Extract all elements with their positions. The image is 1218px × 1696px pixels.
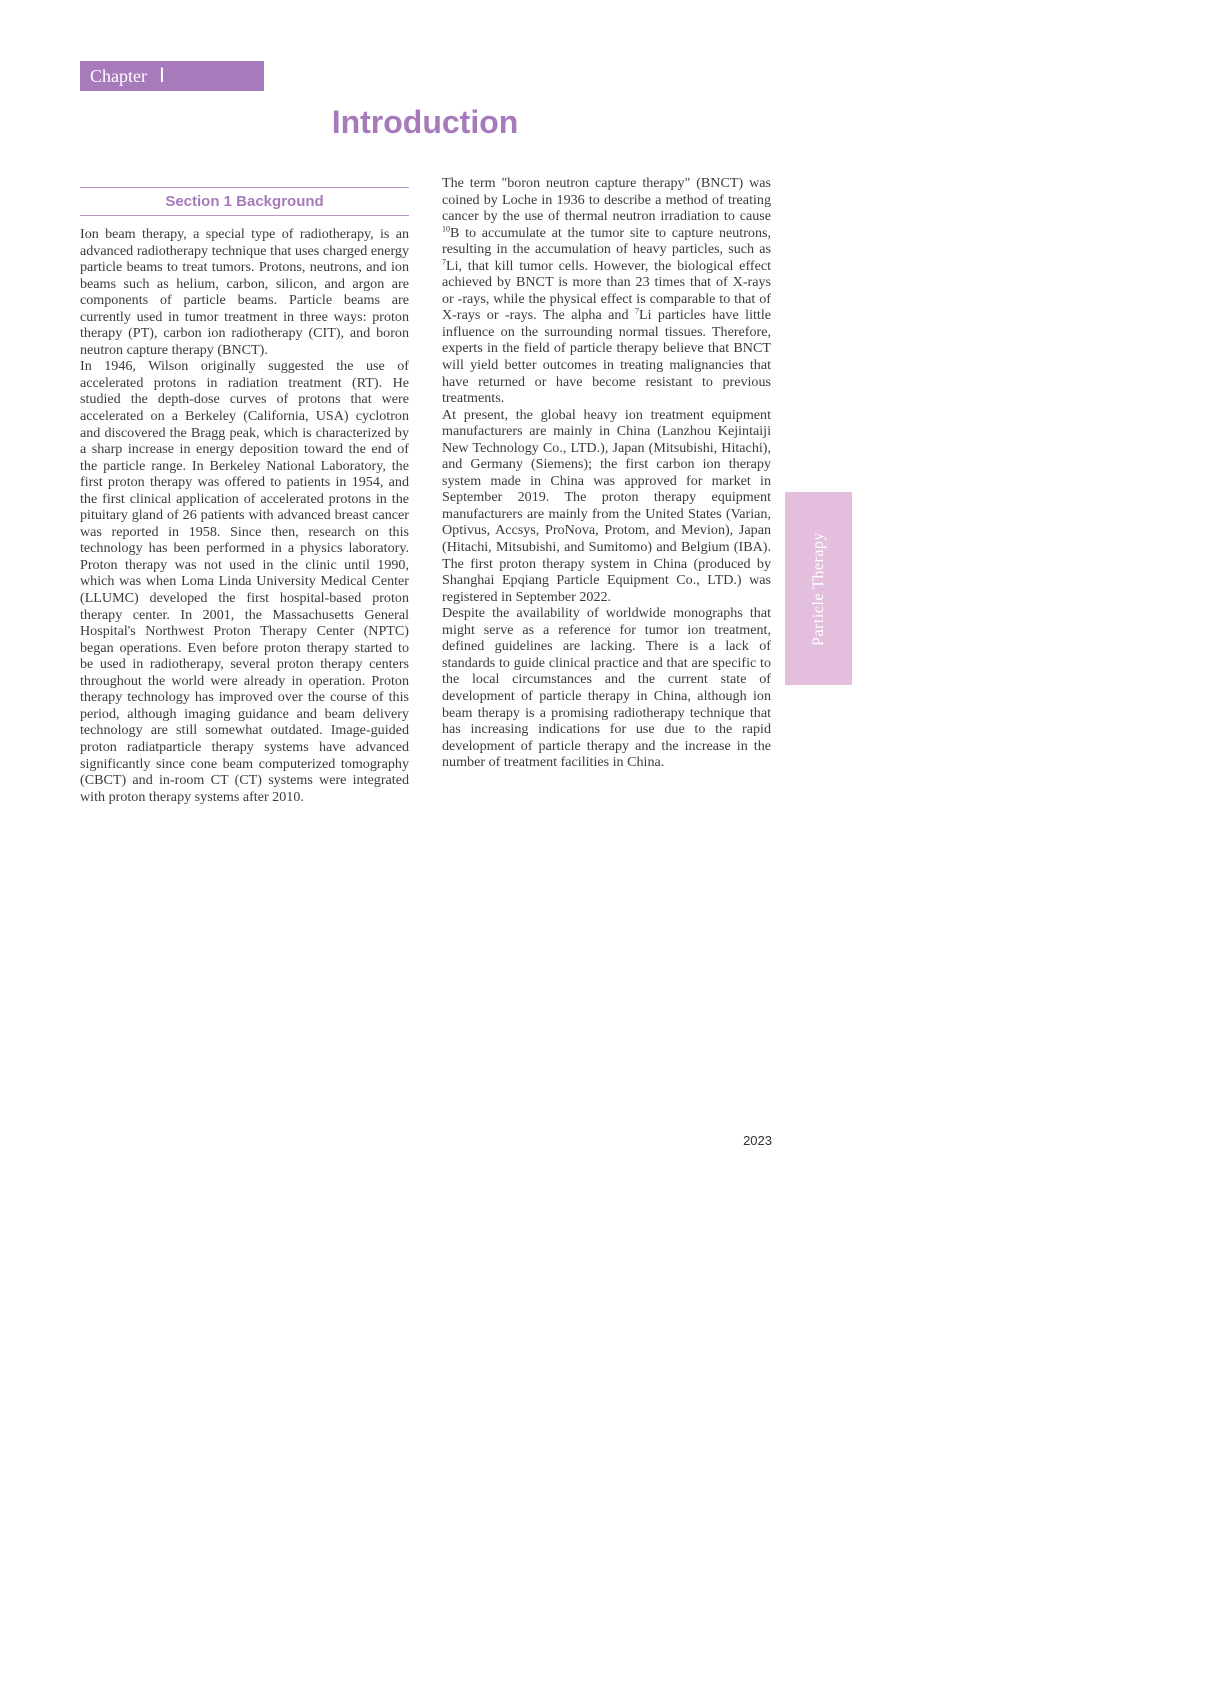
paragraph-manufacturers: At present, the global heavy ion treatment equipment manufacturers are mainly in China (Lanzhou Kejintaiji New Technology Co., LTD.), Japan (Mitsubishi, Hitachi), and Germany (Siemens); the first carbon ion therapy system made in China was approved for market in September 2019. The proton therapy equipment manufacturers are mainly from the United States (Varian, Optivus, Accsys, ProNova, Protom, and Mevion), Japan (Hitachi, Mitsubishi, and Sumitomo) and Belgium (IBA). The first proton therapy system in China (produced by Shanghai Epqiang Particle Equipment Co., LTD.) was registered in September 2022. [442, 406, 771, 605]
bnct-superscript-1: 10 [442, 223, 450, 233]
paragraph-guidelines: Despite the availability of worldwide monographs that might serve as a reference for tumor ion treatment, defined guidelines are lacking. There is a lack of standards to guide clinical practice and that are specific to the local circumstances and the current state of development of particle therapy in China, although ion beam therapy is a promising radiotherapy technique that has increasing indications for use due to the rapid development of particle therapy and the increase in the number of treatment facilities in China. [442, 605, 771, 771]
chapter-label: Chapter [90, 66, 147, 86]
bnct-text-3: Li, that kill tumor cells. However, the biological effect achieved by BNCT is more than 23 times that of X-rays or -rays, while the physical effect is comparable to that of X-rays or -rays. The alpha and [442, 257, 771, 324]
side-tab-label: Particle Therapy [809, 531, 827, 646]
section-heading: Section 1 Background [80, 187, 409, 216]
body-column-left [80, 226, 409, 805]
bnct-text-4: Li particles have little influence on the surrounding normal tissues. Therefore, experts in the field of particle therapy believe that BNCT will yield better outcomes in treating malignancies that have returned or have become resistant to previous treatments. [442, 307, 771, 407]
paragraph-ion-beam-therapy: Ion beam therapy, a special type of radiotherapy, is an advanced radiotherapy technique that uses charged energy particle beams to treat tumors. Protons, neutrons, and ion beams such as helium, carbon, silicon, and argon are components of particle beams. Particle beams are currently used in tumor treatment in three ways: proton therapy (PT), carbon ion radiotherapy (CIT), and boron neutron capture therapy (BNCT). [80, 226, 409, 358]
page-title: Introduction [331, 104, 519, 140]
page-number: 2023 [743, 1133, 772, 1148]
bnct-text-2: B to accumulate at the tumor site to capture neutrons, resulting in the accumulation of heavy particles, such as [442, 224, 771, 258]
bnct-superscript-3: 7 [634, 306, 639, 316]
chapter-number: Ⅰ [158, 65, 165, 87]
chapter-banner [80, 61, 264, 91]
paragraph-proton-history: In 1946, Wilson originally suggested the use of accelerated protons in radiation treatment (RT). He studied the depth-dose curves of protons that were accelerated on a Berkeley (California, USA) cyclotron and discovered the Bragg peak, which is characterized by a sharp increase in energy deposition toward the end of the particle range. In Berkeley National Laboratory, the first proton therapy was offered to patients in 1954, and the first clinical application of accelerated protons in the pituitary gland of 26 patients with advanced breast cancer was reported in 1958. Since then, research on this technology has been performed in a physics laboratory. Proton therapy was not used in the clinic until 1990, which was when Loma Linda University Medical Center (LLUMC) developed the first hospital-based proton therapy center. In 2001, the Massachusetts General Hospital's Northwest Proton Therapy Center (NPTC) began operations. Even before proton therapy started to be used in radiotherapy, several proton therapy centers throughout the world were already in operation. Proton therapy technology has improved over the course of this period, although imaging guidance and beam delivery technology are still somewhat outdated. Image-guided proton radiatparticle therapy systems have advanced significantly since cone beam computerized tomography (CBCT) and in-room CT (CT) systems were integrated with proton therapy systems after 2010. [80, 358, 409, 805]
body-column-right [442, 175, 771, 771]
bnct-superscript-2: 7 [442, 257, 446, 267]
paragraph-bnct [442, 175, 771, 407]
side-tab [785, 492, 852, 685]
bnct-text-1: The term "boron neutron capture therapy" (BNCT) was coined by Loche in 1936 to describe a method of treating cancer by the use of thermal neutron irradiation to cause [442, 175, 771, 225]
